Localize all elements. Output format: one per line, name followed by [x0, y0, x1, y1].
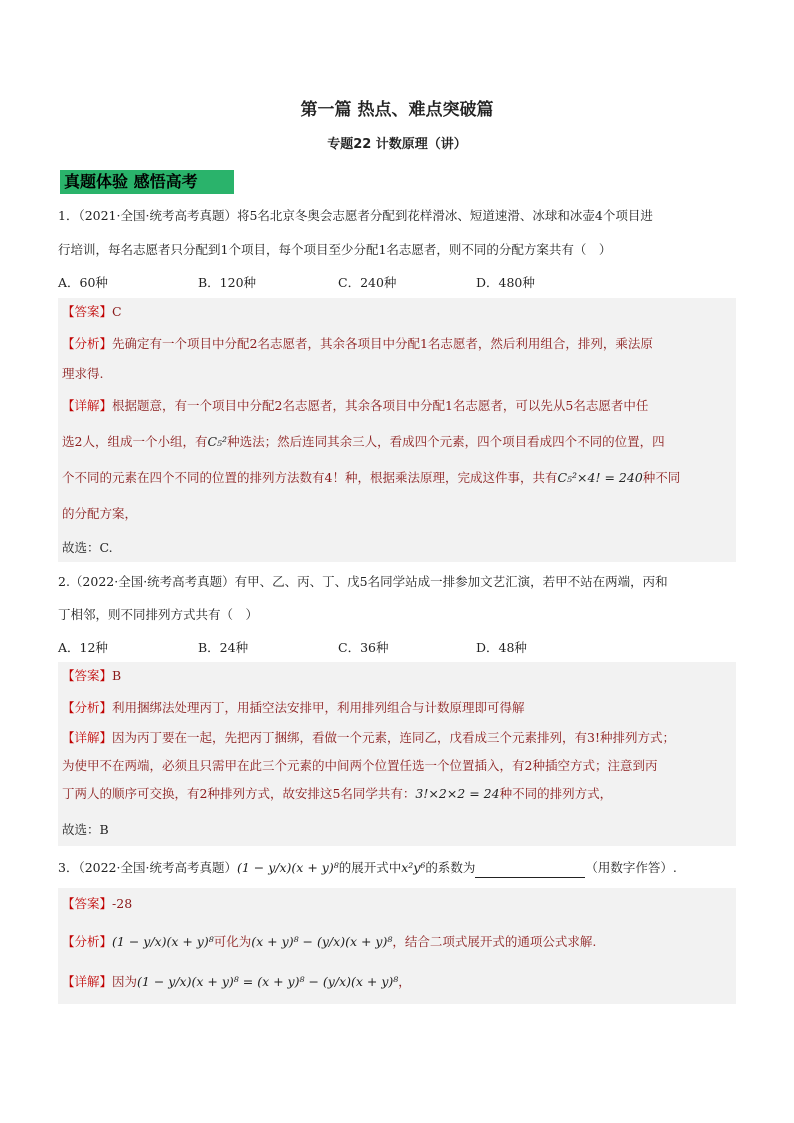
q2-detail-text1: 因为丙丁要在一起，先把丙丁捆绑，看做一个元素，连同乙，戊看成三个元素排列，有3!种排列方式； [112, 730, 675, 745]
section-banner: 真题体验 感悟高考 [60, 170, 234, 194]
q1-detail-text3b: 种不同 [642, 470, 681, 485]
q2-detail-text3b: 种不同的排列方式， [499, 786, 613, 801]
q1-answer-line [58, 302, 734, 322]
q3-stem-prefix: 3．（2022·全国·统考高考真题） [58, 860, 237, 875]
q2-choice-b: B．24种 [198, 640, 249, 655]
q2-conclusion: 故选：B [62, 822, 109, 837]
detail-tag: 【详解】 [62, 398, 113, 413]
q2-analysis-text: 利用捆绑法处理丙丁，用插空法安排甲，利用排列组合与计数原理即可得解 [112, 700, 525, 715]
analysis-tag: 【分析】 [62, 336, 113, 351]
q1-choice-a: A．60种 [58, 275, 108, 290]
q1-detail-text1: 根据题意，有一个项目中分配2名志愿者，其余各项目中分配1名志愿者，可以先从5名志愿者中任 [112, 398, 649, 413]
q3-analysis-math2: (x + y)⁸ − (y/x)(x + y)⁸ [251, 934, 393, 949]
topic-title: 专题22 计数原理（讲） [327, 137, 467, 152]
q3-stem-mid: 的展开式中 [338, 860, 402, 875]
q3-stem-math: (1 − y/x)(x + y)⁸ [236, 860, 339, 875]
q1-detail-line4: 的分配方案， [62, 506, 138, 521]
q1-detail-text3a: 个不同的元素在四个不同的位置的排列方法数有4！种，根据乘法原理，完成这件事，共有 [62, 470, 558, 485]
q1-detail-line3 [58, 468, 734, 488]
q1-detail-text2a: 选2人，组成一个小组，有 [62, 434, 208, 449]
q1-answer: C [112, 304, 122, 319]
q2-choice-a: A．12种 [58, 640, 108, 655]
answer-tag: 【答案】 [62, 668, 113, 683]
q3-stem [58, 858, 736, 878]
q1-answer-block [58, 298, 736, 562]
q3-stem-math2: x²y⁶ [401, 860, 426, 875]
q1-analysis-text: 先确定有一个项目中分配2名志愿者，其余各项目中分配1名志愿者，然后利用组合，排列，乘法原 [112, 336, 653, 351]
q1-analysis-line1 [58, 334, 734, 354]
detail-tag: 【详解】 [62, 730, 113, 745]
q1-conclusion: 故选：C. [62, 540, 113, 555]
q3-analysis-mid: 可化为 [213, 934, 252, 949]
q1-detail-math1: C₅² [207, 434, 228, 449]
q1-detail-line2 [58, 432, 734, 452]
q2-choice-c: C．36种 [338, 640, 389, 655]
q3-detail-text: 因为 [112, 974, 138, 989]
q2-answer-line [58, 666, 734, 686]
q3-answer: -28 [112, 896, 133, 911]
q1-detail-math2: C₅²×4! = 240 [557, 470, 643, 485]
q2-stem-line1: 2.（2022·全国·统考高考真题）有甲、乙、丙、丁、戊5名同学站成一排参加文艺汇演，若甲不站在两端，丙和 [58, 574, 668, 589]
q1-stem-line2: 行培训，每名志愿者只分配到1个项目，每个项目至少分配1名志愿者，则不同的分配方案共有（ ） [58, 242, 612, 257]
q1-choice-d: D．480种 [476, 275, 535, 290]
q1-analysis-line2: 理求得. [62, 366, 104, 381]
q2-analysis-line1 [58, 698, 734, 718]
q3-detail-end: ， [398, 974, 411, 989]
q2-choice-d: D．48种 [476, 640, 527, 655]
q3-answer-blank[interactable] [475, 863, 585, 878]
q3-analysis-end: ，结合二项式展开式的通项公式求解. [392, 934, 597, 949]
q1-stem-line1: 1．（2021·全国·统考高考真题）将5名北京冬奥会志愿者分配到花样滑冰、短道速滑、冰球和冰壶4个项目进 [58, 208, 653, 223]
q2-choices [58, 638, 736, 658]
q2-detail-line3 [58, 784, 734, 804]
q1-detail-line1 [58, 396, 734, 416]
q3-answer-line [58, 894, 734, 914]
q2-stem-line2: 丁相邻，则不同排列方式共有（ ） [58, 607, 259, 622]
analysis-tag: 【分析】 [62, 934, 113, 949]
detail-tag: 【详解】 [62, 974, 113, 989]
part-title: 第一篇 热点、难点突破篇 [300, 100, 494, 120]
q2-answer-block [58, 662, 736, 846]
answer-tag: 【答案】 [62, 304, 113, 319]
answer-tag: 【答案】 [62, 896, 113, 911]
q3-detail-line [58, 972, 734, 992]
q2-answer: B [112, 668, 122, 683]
q3-analysis-math1: (1 − y/x)(x + y)⁸ [112, 934, 214, 949]
q2-detail-text3a: 丁两人的顺序可交换，有2种排列方式，故安排这5名同学共有： [62, 786, 416, 801]
q2-detail-line2: 为使甲不在两端，必须且只需甲在此三个元素的中间两个位置任选一个位置插入，有2种插空方式；注意到丙 [62, 758, 658, 773]
q3-stem-end: （用数字作答）. [585, 860, 677, 875]
q2-detail-math: 3!×2×2 = 24 [415, 786, 500, 801]
q3-detail-math: (1 − y/x)(x + y)⁸ = (x + y)⁸ − (y/x)(x + y)⁸ [137, 974, 399, 989]
q2-detail-line1 [58, 728, 734, 748]
analysis-tag: 【分析】 [62, 700, 113, 715]
q3-analysis-line [58, 932, 734, 952]
q1-choices [58, 273, 736, 293]
q1-choice-b: B．120种 [198, 275, 257, 290]
q3-answer-block [58, 888, 736, 1004]
q3-stem-suffix: 的系数为 [425, 860, 476, 875]
q1-detail-text2b: 种选法；然后连同其余三人，看成四个元素，四个项目看成四个不同的位置，四 [227, 434, 665, 449]
q1-choice-c: C．240种 [338, 275, 397, 290]
